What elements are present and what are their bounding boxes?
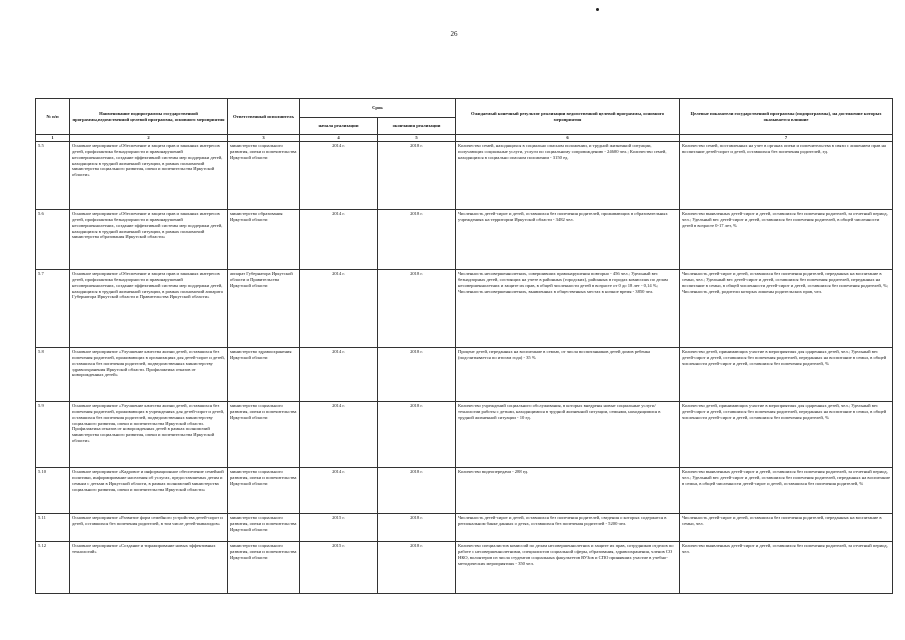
end-year: 2018 г.	[378, 467, 456, 513]
table-row	[36, 541, 893, 593]
target-indicators: Количество выявленных детей-сирот и детей, оставшихся без попечения родителей, за отчетный период, чел.; Удельный вес детей-сирот и детей, оставшихся без попечения родителей, переданных на воспитание в семьи, в общей численности детей-сирот и детей, оставшихся без попечения родителей, %	[680, 467, 893, 513]
column-number: 5	[378, 135, 456, 142]
header-end: окончания реализации	[378, 118, 456, 135]
executor: министерство социального развития, опеки и попечительства Иркутской области	[228, 141, 300, 209]
header-indicators: Целевые показатели государственной программы (подпрограммы), на достижение которых оказывается влияние	[680, 99, 893, 135]
table-row	[36, 513, 893, 541]
start-year: 2014 г.	[300, 347, 378, 401]
activity-name: Основное мероприятие «Создание и тиражирование новых эффективных технологий»	[70, 541, 228, 593]
activity-name: Основное мероприятие «Развитие форм семейного устройства детей-сирот и детей, оставшихся без попечения родителей, в том числе детей-инвалидов»	[70, 513, 228, 541]
end-year: 2018 г.	[378, 541, 456, 593]
column-number: 4	[300, 135, 378, 142]
executor: министерство социального развития, опеки и попечительства Иркутской области	[228, 513, 300, 541]
header-name: Наименование подпрограммы государственной программы,ведомственной целевой программы, основного мероприятия	[70, 99, 228, 135]
executor: министерство здравоохранения Иркутской области	[228, 347, 300, 401]
activity-name: Основное мероприятие «Обеспечение и защита прав и законных интересов детей, профилактика безнадзорности и правонарушений несовершеннолетних, создание эффективной системы мер поддержки детей, находящихся в трудной жизненной ситуации, в рамках полномочий министерства образования Иркутской области»	[70, 209, 228, 269]
table-row	[36, 467, 893, 513]
table-row	[36, 141, 893, 209]
executor: министерство образования Иркутской области	[228, 209, 300, 269]
page-number: 26	[450, 30, 458, 38]
expected-result: Количество видеопередачи - 288 ед.	[456, 467, 680, 513]
executor: министерство социального развития, опеки и попечительства Иркутской области	[228, 467, 300, 513]
target-indicators: Количество детей, принимающих участие в мероприятиях для одаренных детей, чел.; Удельный вес детей-сирот и детей, оставшихся без попечения родителей, переданных на воспитание в семьи, в общей численности детей-сирот и детей, оставшихся без попечения родителей, %	[680, 347, 893, 401]
expected-result: Численность детей-сирот и детей, оставшихся без попечения родителей, проживающих в образовательных учреждениях на территории Иркутской области - 3482 чел.	[456, 209, 680, 269]
expected-result: Численность детей-сирот и детей, оставшихся без попечения родителей, сведения о которых содержатся в региональном банке данных о детях, оставшихся без попечения родителей - 5200 чел.	[456, 513, 680, 541]
table-row	[36, 401, 893, 467]
scan-speck	[596, 8, 599, 11]
target-indicators: Количество выявленных детей-сирот и детей, оставшихся без попечения родителей, за отчетный период, чел.	[680, 541, 893, 593]
expected-result: Численность несовершеннолетних, совершивших правонарушения повторно - 456 чел.; Удельный вес безнадзорных детей, состоящих на учете в районных (городских), районных в городах комиссиях по делам несовершеннолетних и защите их прав, в общей численности детей в возрасте от 0 до 18 лет - 0,14 %; Численность несовершеннолетних, выявленных в общественных местах в ночное время - 3850 чел.	[456, 269, 680, 347]
executor: министерство социального развития, опеки и попечительства Иркутской области	[228, 541, 300, 593]
header-no: № п/п	[36, 99, 70, 135]
header-start: начала реализации	[300, 118, 378, 135]
program-table-container	[35, 98, 892, 594]
activity-name: Основное мероприятие «Обеспечение и защита прав и законных интересов детей, профилактика безнадзорности и правонарушений несовершеннолетних, создание эффективной системы мер поддержки детей, находящихся в трудной жизненной ситуации, в рамках полномочий министерства социального развития, опеки и попечительства Иркутской области»	[70, 141, 228, 209]
header-result: Ожидаемый конечный результат реализации ведомственной целевой программы, основного мероприятия	[456, 99, 680, 135]
header-term: Срок	[300, 99, 456, 118]
start-year: 2015 г.	[300, 513, 378, 541]
activity-name: Основное мероприятие «Улучшение качества жизни детей, оставшихся без попечения родителей, проживающих в учреждениях для детей-сирот и детей, оставшихся без попечения родителей, подведомственных министерству социального развития, опеки и попечительства Иркутской области. Профилактика отказов от новорожденных детей в рамках полномочий министерства социального развития, опеки и попечительства Иркутской области»	[70, 401, 228, 467]
expected-result: Количество специалистов комиссий по делам несовершеннолетних и защите их прав, сотрудников отделов по работе с несовершеннолетними, специалистов социальной сферы, образования, здравоохранения, членов СО НКО, волонтеров из числа студентов социальных факультетов ВУЗов и СПО принявших участие в учебно-методических мероприятиях - 350 чел.	[456, 541, 680, 593]
table-body	[36, 141, 893, 593]
expected-result: Процент детей, переданных на воспитание в семью, от числа воспитанников детей домов ребенка (подсчитывается по итогам года) - 35 %	[456, 347, 680, 401]
activity-name: Основное мероприятие «Кадровое и информационное обеспечение семейной политики, информирование населения об услугах, предоставляемых детям и семьям с детьми в Иркутской области, в рамках полномочий министерства социального развития, опеки и попечительства Иркутской области»	[70, 467, 228, 513]
end-year: 2018 г.	[378, 347, 456, 401]
column-number: 7	[680, 135, 893, 142]
column-number-row	[36, 135, 893, 142]
executor: министерство социального развития, опеки и попечительства Иркутской области	[228, 401, 300, 467]
row-number: 5.9	[36, 401, 70, 467]
row-number: 5.12	[36, 541, 70, 593]
activity-name: Основное мероприятие «Обеспечение и защита прав и законных интересов детей, профилактика безнадзорности и правонарушений несовершеннолетних, создание эффективной системы мер поддержки детей, находящихся в трудной жизненной ситуации, в рамках полномочий аппарата Губернатора Иркутской области и Правительства Иркутской области»	[70, 269, 228, 347]
start-year: 2015 г.	[300, 541, 378, 593]
end-year: 2018 г.	[378, 269, 456, 347]
end-year: 2018 г.	[378, 513, 456, 541]
start-year: 2014 г.	[300, 209, 378, 269]
column-number: 1	[36, 135, 70, 142]
start-year: 2014 г.	[300, 467, 378, 513]
target-indicators: Количество семей, поставленных на учет в органах опеки и попечительства в связи с лишением прав на воспитание детей-сирот и детей, оставшихся без попечения родителей, ед.	[680, 141, 893, 209]
header-executor: Ответственный исполнитель	[228, 99, 300, 135]
activity-name: Основное мероприятие «Улучшение качества жизни детей, оставшихся без попечения родителей, проживающих в организациях для детей-сирот и детей, оставшихся без попечения родителей, подведомственных министерству здравоохранения Иркутской области. Профилактика отказов от новорожденных детей»	[70, 347, 228, 401]
end-year: 2018 г.	[378, 401, 456, 467]
start-year: 2014 г.	[300, 269, 378, 347]
expected-result: Количество семей, находящихся в социально опасном положении, и трудной жизненной ситуации, получающих социальные услуги, услуги по социальному сопровождению - 24600 чел.; Количество семей, находящихся в социально опасном положении - 3150 ед.	[456, 141, 680, 209]
row-number: 5.8	[36, 347, 70, 401]
end-year: 2018 г.	[378, 141, 456, 209]
row-number: 5.10	[36, 467, 70, 513]
target-indicators: Численность детей-сирот и детей, оставшихся без попечения родителей, переданных на воспитание в семьи, чел.	[680, 513, 893, 541]
end-year: 2018 г.	[378, 209, 456, 269]
column-number: 2	[70, 135, 228, 142]
row-number: 5.7	[36, 269, 70, 347]
column-number: 6	[456, 135, 680, 142]
row-number: 5.6	[36, 209, 70, 269]
target-indicators: Численность детей-сирот и детей, оставшихся без попечения родителей, переданных на воспитание в семьи, чел.; Удельный вес детей-сирот и детей, оставшихся без попечения родителей, переданных на воспитание в семьи, в общей численности детей-сирот и детей, оставшихся без попечения родителей, %; Численность детей, родители которых лишены родительских прав, чел.	[680, 269, 893, 347]
start-year: 2014 г.	[300, 401, 378, 467]
program-table	[35, 98, 893, 594]
table-row	[36, 347, 893, 401]
row-number: 5.5	[36, 141, 70, 209]
executor: аппарат Губернатора Иркутской области и Правительства Иркутской области	[228, 269, 300, 347]
target-indicators: Количество выявленных детей-сирот и детей, оставшихся без попечения родителей, за отчетный период, чел.; Удельный вес детей-сирот и детей, оставшихся без попечения родителей, в общей численности детей в возрасте 0-17 лет, %	[680, 209, 893, 269]
expected-result: Количество учреждений социального обслуживания, в которых внедрены новые социальные услуги/технологии работы с детьми, находящимися в трудной жизненной ситуации, семьями, находящимися в трудной жизненной ситуации - 10 ед.	[456, 401, 680, 467]
start-year: 2014 г.	[300, 141, 378, 209]
column-number: 3	[228, 135, 300, 142]
table-row	[36, 269, 893, 347]
row-number: 5.11	[36, 513, 70, 541]
target-indicators: Количество детей, принимающих участие в мероприятиях для одаренных детей, чел.; Удельный вес детей-сирот и детей, оставшихся без попечения родителей, переданных на воспитание в семьи, в общей численности детей-сирот и детей, оставшихся без попечения родителей, %	[680, 401, 893, 467]
table-row	[36, 209, 893, 269]
